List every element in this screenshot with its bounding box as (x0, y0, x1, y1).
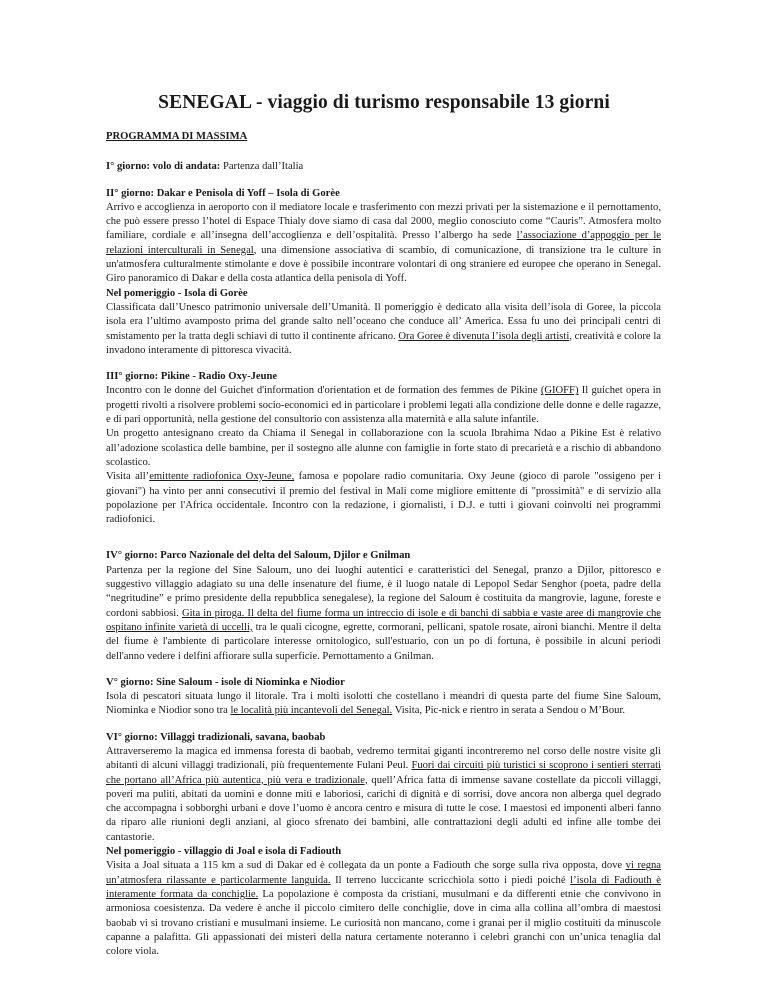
day-6-p1-text: Attraverseremo la magica ed immensa foresta di baobab, vedremo termitai giganti incontreremo nel corso delle nostre visite gli abitanti di alcuni villaggi tradizionali, più frequentemente Fulani Peul. (106, 745, 661, 772)
programma-heading: PROGRAMMA DI MASSIMA (106, 131, 248, 142)
day-6 (106, 731, 661, 960)
document-body (106, 130, 661, 971)
day-1 (106, 160, 661, 174)
day-3-p1-underlined: (GIOFF) (540, 385, 579, 397)
day-5 (106, 676, 661, 719)
day-6-heading: VI° giorno: Villaggi tradizionali, savana, baobab (106, 731, 326, 743)
day-5-p1-text: Isola di pescatori situata lungo il litorale. Tra i molti isolotti che costellano i meandri di questa parte del fiume Sine Saloum, Niominka e Niodior sono tra (106, 691, 661, 717)
day-5-p1-underlined: le località più incantevoli del Senegal. (230, 705, 393, 717)
day-6-p2-text: Visita a Joal situata a 115 km a sud di Dakar ed è collegata da un ponte a Fadiouth che sorge sulla riva opposta, dove (106, 860, 626, 872)
day-3-p1-text: Incontro con le donne del Guichet d'information d'orientation et de formation des femmes de Pikine (106, 385, 541, 397)
day-4-p1-end: tra le quali cicogne, egrette, cormorani, pellicani, spatole rosate, aironi bianchi. Mentre il delta del fiume è l'ambiente di particolare interesse ornitologico, sull'estuario, con un po di fortuna, è possibile in alcuni periodi dell'anno vedere i delfini affiorare sulla superficie. Pernottamento a Gnilman. (106, 621, 661, 662)
day-4-heading: IV° giorno: Parco Nazionale del delta del Saloum, Djilor e Gnilman (106, 550, 411, 562)
day-2-paragraph-2 (106, 301, 661, 358)
day-2-p1-end: , una dimensione associativa di scambio, di comunicazione, di transizione tra le culture in un'atmosfera culturalmente stimolante e dove è possibile incontrare volontari di ong straniere ed europee che operano in Senegal. Giro panoramico di Dakar e della costa atlantica della penisola di Yoff. (106, 244, 661, 285)
day-6-p2-underlined-1: vi regna un’atmosfera rilassante e particolarmente languida. (106, 860, 661, 886)
day-5-paragraph-1 (106, 690, 661, 719)
day-5-p1-end: Visita, Pic-nick e rientro in serata a Sendou o M’Bour. (392, 705, 626, 717)
day-3-p3-underlined: emittente radiofonica Oxy-Jeune, (149, 471, 295, 483)
spacer (106, 539, 661, 549)
day-3-paragraph-2: Un progetto antesignano creato da Chiama il Senegal in collaborazione con la scuola Ibrahima Ndao a Pikine Est è relativo all’adozione scolastica delle bambine, per il sostegno alle alunne con famiglie in forte stato di precarietà e a rischio di abbandono scolastico. (106, 428, 661, 468)
day-6-paragraph-2 (106, 859, 661, 959)
day-6-p1-end: quell’Africa fatta di immense savane costellate da piccoli villaggi, poveri ma puliti, abitati da uomini e donne miti e laboriosi, carichi di dignità e di sorrisi, dove ancora non alberga quel degrado che accompagna i sobborghi urbani e dove l’uomo è ancora centro e misura di tutte le cose. I maestosi ed imponenti alberi fanno da riparo alle riunioni degli anziani, al gioco sfrenato dei bambini, alle contrattazioni degli adulti ed infine alle tombe dei cantastorie. (106, 774, 662, 843)
document-title: SENEGAL - viaggio di turismo responsabile 13 giorni (158, 92, 610, 113)
day-2-p1-underlined: l’associazione d’appoggio per le relazioni interculturali in Senegal (106, 230, 662, 256)
day-2-p2-underlined: Ora Goree è divenuta l’isola degli artisti (398, 330, 570, 342)
day-3-paragraph-1 (106, 384, 661, 427)
day-1-label: I° giorno: volo di andata: (106, 161, 221, 173)
day-3-p3-text: Visita all’ (106, 471, 150, 483)
day-4-p1-underlined: Gita in piroga. Il delta del fiume forma un intreccio di isole e di banchi di sabbia e vaste aree di mangrovie che ospitano infinite varietà di uccelli, (106, 607, 661, 633)
day-2 (106, 187, 661, 359)
day-3 (106, 370, 661, 527)
day-4-p1-text: Partenza per la regione del Sine Saloum, uno dei luoghi autentici e caratteristici del Senegal, pranzo a Djilor, pittoresco e suggestivo villaggio adagiato su una delle insenature del fiume, è il luogo natale di Lepopol Sedar Senghor (poeta, padre della “negritudine” e primo presidente della repubblica senegalese), la regione del Saloum è costituita da mangrovie, lagune, foreste e cordoni sabbiosi. (106, 564, 661, 619)
day-6-p1-underlined: Fuori dai circuiti più turistici si scoprono i sentieri sterrati che portano all’Africa più autentica, più vera e tradizionale, (106, 760, 661, 786)
day-5-heading: V° giorno: Sine Saloum - isole di Niominka e Niodior (106, 676, 345, 688)
day-2-p2-text: Classificata dall’Unesco patrimonio universale dell’Umanità. Il pomeriggio è dedicato alla visita dell’isola di Goree, la piccola isola era l’ultimo avamposto prima del grande salto nell’oceano che conduce all’ America. Essa fu uno dei principali centri di smistamento per la tratta degli schiavi di tutto il continente africano. (106, 301, 661, 342)
day-4-paragraph-1 (106, 564, 661, 664)
day-3-p1-end: Il guichet opera in progetti rivolti a risolvere problemi socio-economici ed in particolare i problemi legati alla condizione delle donne e delle ragazze, e di pari opportunità, nella gestione del consultorio con assistenza alla maternità e alla salute infantile. (106, 385, 662, 426)
day-6-p2-underlined-2: l’isola di Fadiouth è interamente formata da conchiglie. (106, 874, 661, 900)
day-2-subheading: Nel pomeriggio - Isola di Gorèe (106, 287, 248, 299)
day-2-heading: II° giorno: Dakar e Penisola di Yoff – Isola di Gorèe (106, 187, 340, 199)
day-6-subheading: Nel pomeriggio - villaggio di Joal e isola di Fadiouth (106, 846, 342, 858)
day-2-paragraph-1 (106, 201, 661, 287)
day-2-p2-end: , creatività e colore la invadono interamente di pittoresca vivacità. (106, 330, 661, 356)
day-3-paragraph-3 (106, 470, 661, 527)
day-2-p1-text: Arrivo e accoglienza in aeroporto con il mediatore locale e trasferimento con mezzi privati per la sistemazione e il pernottamento, che può essere presso l’hotel di Espace Thialy dove siamo di casa dal 2000, meglio conosciuto come “Cauris”. Atmosfera molto familiare, cordiale e all’insegna dell’accoglienza e dell’ospitalità. Presso l’albergo ha sede (106, 201, 661, 242)
day-1-text: Partenza dall’Italia (220, 161, 304, 173)
day-6-p2-mid: Il terreno luccicante scricchiola sotto i piedi poiché (330, 874, 571, 886)
day-3-heading: III° giorno: Pikine - Radio Oxy-Jeune (106, 371, 278, 383)
day-4 (106, 549, 661, 663)
day-6-p2-end: La popolazione è composta da cristiani, musulmani e da differenti etnie che convivono in armoniosa coesistenza. Da vedere è anche il piccolo cimitero delle conchiglie, dove in cima alla collina all’ombra di maestosi baobab vi si trovano cristiani e musulmani insieme. Le curiosità non mancano, come i granai per il miglio costituiti da minuscole capanne a palafitta. Gli appassionati dei misteri della natura certamente noteranno i celebri granchi con un’unica tenaglia dal colore viola. (106, 888, 662, 958)
day-3-p3-end: famosa e popolare radio comunitaria. Oxy Jeune (gioco di parole "ossigeno per i giovani") ha vinto per anni consecutivi il premio del festival in Mali come migliore emittente di "prossimità" e di servizio alla popolazione per l'Africa occidentale. Incontro con la redazione, i giornalisti, i D.J. e tutti i giovani coinvolti nei programmi radiofonici. (106, 471, 661, 526)
day-6-paragraph-1 (106, 745, 661, 845)
